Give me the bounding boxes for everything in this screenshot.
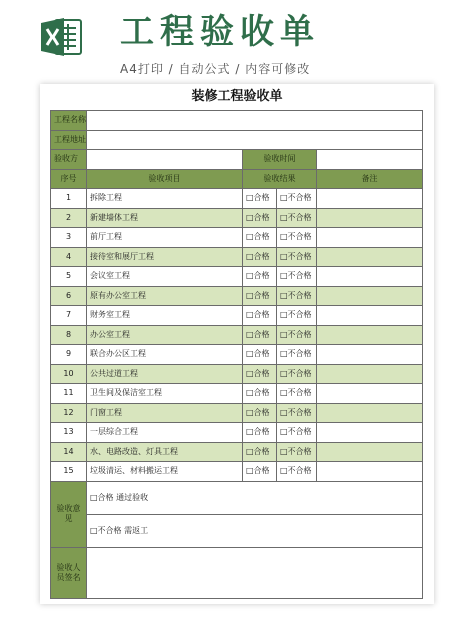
row-item-name: 原有办公室工程 [87, 286, 243, 306]
row-number: 6 [51, 286, 87, 306]
opinion-fail-option[interactable]: □不合格 需返工 [87, 514, 423, 547]
row-item-name: 新建墙体工程 [87, 208, 243, 228]
column-header-remarks: 备注 [317, 169, 423, 189]
row-remarks-field[interactable] [317, 306, 423, 326]
row-item-name: 联合办公区工程 [87, 345, 243, 365]
row-remarks-field[interactable] [317, 384, 423, 404]
row-remarks-field[interactable] [317, 442, 423, 462]
inspection-time-label: 验收时间 [243, 150, 317, 170]
project-address-label: 工程地址 [51, 130, 87, 150]
table-row [51, 306, 423, 326]
pass-checkbox[interactable]: □合格 [243, 189, 277, 209]
pass-checkbox[interactable]: □合格 [243, 462, 277, 482]
row-remarks-field[interactable] [317, 462, 423, 482]
opinion-row-pass [51, 481, 423, 514]
project-name-label: 工程名称 [51, 111, 87, 131]
column-header-no: 序号 [51, 169, 87, 189]
row-number: 10 [51, 364, 87, 384]
table-row [51, 325, 423, 345]
excel-logo-icon [38, 14, 84, 60]
row-item-name: 财务室工程 [87, 306, 243, 326]
row-item-name: 水、电路改造、灯具工程 [87, 442, 243, 462]
table-header-row [51, 169, 423, 189]
fail-checkbox[interactable]: □不合格 [277, 364, 317, 384]
row-item-name: 拆除工程 [87, 189, 243, 209]
table-row [51, 442, 423, 462]
fail-checkbox[interactable]: □不合格 [277, 384, 317, 404]
row-remarks-field[interactable] [317, 403, 423, 423]
table-row [51, 423, 423, 443]
row-item-name: 垃圾清运、材料搬运工程 [87, 462, 243, 482]
row-item-name: 一层综合工程 [87, 423, 243, 443]
table-row [51, 267, 423, 287]
row-item-name: 卫生间及保洁室工程 [87, 384, 243, 404]
row-remarks-field[interactable] [317, 364, 423, 384]
row-remarks-field[interactable] [317, 228, 423, 248]
fail-checkbox[interactable]: □不合格 [277, 325, 317, 345]
table-row [51, 208, 423, 228]
opinion-label: 验收意见 [51, 481, 87, 547]
pass-checkbox[interactable]: □合格 [243, 325, 277, 345]
pass-checkbox[interactable]: □合格 [243, 247, 277, 267]
opinion-row-fail [51, 514, 423, 547]
fail-checkbox[interactable]: □不合格 [277, 462, 317, 482]
row-item-name: 前厅工程 [87, 228, 243, 248]
row-number: 15 [51, 462, 87, 482]
table-row [51, 286, 423, 306]
row-remarks-field[interactable] [317, 189, 423, 209]
row-number: 5 [51, 267, 87, 287]
signature-field[interactable] [87, 547, 423, 598]
row-remarks-field[interactable] [317, 423, 423, 443]
row-item-name: 会议室工程 [87, 267, 243, 287]
project-address-field[interactable] [87, 130, 423, 150]
fail-checkbox[interactable]: □不合格 [277, 306, 317, 326]
document-title: 装修工程验收单 [191, 89, 283, 104]
acceptance-form-table [50, 110, 423, 599]
fail-checkbox[interactable]: □不合格 [277, 208, 317, 228]
row-item-name: 公共过道工程 [87, 364, 243, 384]
pass-checkbox[interactable]: □合格 [243, 286, 277, 306]
row-item-name: 接待室和展厅工程 [87, 247, 243, 267]
inspection-time-field[interactable] [317, 150, 423, 170]
row-number: 9 [51, 345, 87, 365]
row-remarks-field[interactable] [317, 208, 423, 228]
fail-checkbox[interactable]: □不合格 [277, 423, 317, 443]
table-row [51, 345, 423, 365]
row-number: 8 [51, 325, 87, 345]
table-row [51, 364, 423, 384]
row-remarks-field[interactable] [317, 247, 423, 267]
fail-checkbox[interactable]: □不合格 [277, 442, 317, 462]
row-number: 4 [51, 247, 87, 267]
row-remarks-field[interactable] [317, 325, 423, 345]
project-name-row [51, 111, 423, 131]
row-remarks-field[interactable] [317, 345, 423, 365]
row-remarks-field[interactable] [317, 267, 423, 287]
inspector-label: 验收方 [51, 150, 87, 170]
row-number: 1 [51, 189, 87, 209]
table-row [51, 384, 423, 404]
pass-checkbox[interactable]: □合格 [243, 345, 277, 365]
row-number: 11 [51, 384, 87, 404]
row-item-name: 办公室工程 [87, 325, 243, 345]
opinion-pass-option[interactable]: □合格 通过验收 [87, 481, 423, 514]
pass-checkbox[interactable]: □合格 [243, 208, 277, 228]
project-address-row [51, 130, 423, 150]
row-number: 3 [51, 228, 87, 248]
pass-checkbox[interactable]: □合格 [243, 442, 277, 462]
fail-checkbox[interactable]: □不合格 [277, 345, 317, 365]
signature-row [51, 547, 423, 598]
page-title: 工程验收单 [120, 12, 320, 52]
pass-checkbox[interactable]: □合格 [243, 384, 277, 404]
signature-label: 验收人员签名 [51, 547, 87, 598]
row-remarks-field[interactable] [317, 286, 423, 306]
pass-checkbox[interactable]: □合格 [243, 267, 277, 287]
table-row [51, 247, 423, 267]
row-number: 2 [51, 208, 87, 228]
fail-checkbox[interactable]: □不合格 [277, 403, 317, 423]
fail-checkbox[interactable]: □不合格 [277, 267, 317, 287]
pass-checkbox[interactable]: □合格 [243, 403, 277, 423]
table-row [51, 189, 423, 209]
row-number: 7 [51, 306, 87, 326]
fail-checkbox[interactable]: □不合格 [277, 247, 317, 267]
pass-checkbox[interactable]: □合格 [243, 423, 277, 443]
table-row [51, 403, 423, 423]
row-item-name: 门窗工程 [87, 403, 243, 423]
pass-checkbox[interactable]: □合格 [243, 228, 277, 248]
column-header-item: 验收项目 [87, 169, 243, 189]
column-header-result: 验收结果 [243, 169, 317, 189]
page-subtitle: A4打印 / 自动公式 / 内容可修改 [120, 62, 311, 76]
pass-checkbox[interactable]: □合格 [243, 364, 277, 384]
fail-checkbox[interactable]: □不合格 [277, 286, 317, 306]
page-header [0, 0, 474, 90]
project-name-field[interactable] [87, 111, 423, 131]
fail-checkbox[interactable]: □不合格 [277, 189, 317, 209]
inspector-row [51, 150, 423, 170]
row-number: 13 [51, 423, 87, 443]
row-number: 12 [51, 403, 87, 423]
pass-checkbox[interactable]: □合格 [243, 306, 277, 326]
table-row [51, 228, 423, 248]
document-page [40, 84, 434, 604]
table-row [51, 462, 423, 482]
fail-checkbox[interactable]: □不合格 [277, 228, 317, 248]
inspector-field[interactable] [87, 150, 243, 170]
row-number: 14 [51, 442, 87, 462]
